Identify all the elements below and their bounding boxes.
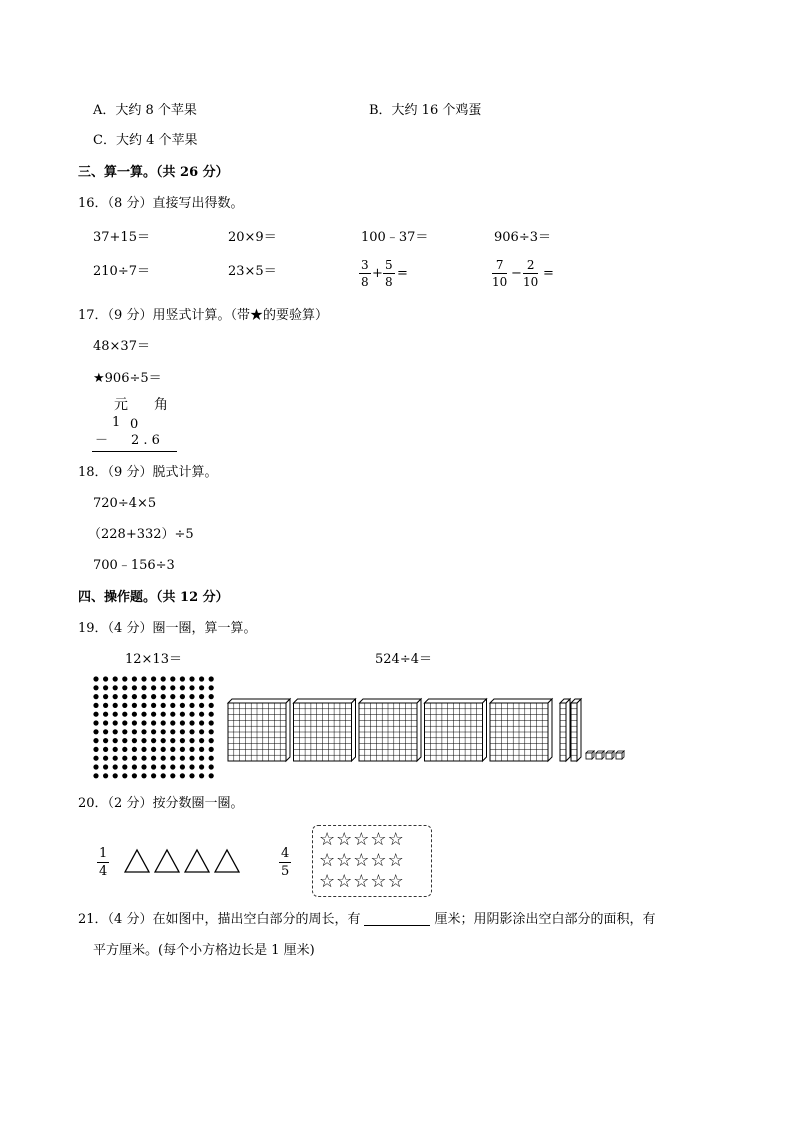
dot	[93, 747, 98, 752]
dot	[161, 747, 166, 752]
triangles-figure	[122, 847, 244, 875]
star-icon: ☆	[319, 829, 337, 850]
dot	[209, 729, 214, 734]
dot	[180, 694, 185, 699]
dot	[132, 764, 137, 769]
dot	[93, 738, 98, 743]
dot	[170, 712, 175, 717]
dot	[161, 694, 166, 699]
dot	[151, 764, 156, 769]
dot	[170, 703, 175, 708]
q20-title: 20．（2 分）按分数圈一圈。	[78, 796, 244, 811]
base-ten-blocks-figure	[226, 697, 636, 765]
dot	[103, 738, 108, 743]
section-4-title: 四、操作题。（共 12 分）	[78, 590, 229, 605]
dot	[113, 729, 118, 734]
dot	[209, 720, 214, 725]
dot	[122, 729, 127, 734]
star-group-box	[312, 825, 432, 897]
dot	[113, 703, 118, 708]
dot	[199, 685, 204, 690]
dot	[103, 712, 108, 717]
dot	[151, 720, 156, 725]
q17-problem: 48×37＝	[93, 339, 150, 354]
vertical-rule	[92, 451, 177, 452]
dot	[161, 685, 166, 690]
dot	[141, 676, 146, 681]
dot	[199, 729, 204, 734]
dot	[113, 685, 118, 690]
dot	[189, 773, 194, 778]
dot	[151, 747, 156, 752]
plus-sign: +	[372, 266, 383, 281]
dot	[103, 764, 108, 769]
fraction: $\frac{5}{8}$	[385, 258, 393, 289]
dot	[180, 773, 185, 778]
option-b: B．大约 16 个鸡蛋	[369, 103, 482, 118]
dot	[122, 694, 127, 699]
dot	[113, 738, 118, 743]
dot	[209, 694, 214, 699]
star-icon: ☆	[387, 871, 405, 892]
dot	[161, 764, 166, 769]
dot	[141, 729, 146, 734]
dot	[189, 764, 194, 769]
dot	[170, 729, 175, 734]
dot	[170, 676, 175, 681]
dot	[93, 685, 98, 690]
q21-line-2: 平方厘米。(每个小方格边长是 1 厘米)	[93, 943, 315, 958]
ten-rod	[571, 699, 581, 761]
dot	[122, 676, 127, 681]
dot	[189, 694, 194, 699]
q16-expr: 37+15＝	[93, 230, 150, 245]
dot	[93, 764, 98, 769]
q16-title: 16．（8 分）直接写出得数。	[78, 196, 244, 211]
dot	[189, 685, 194, 690]
dot	[93, 694, 98, 699]
dot	[189, 747, 194, 752]
dot	[132, 720, 137, 725]
dot	[113, 773, 118, 778]
option-c: C．大约 4 个苹果	[93, 133, 198, 148]
unit-cube	[616, 751, 624, 759]
dot	[170, 764, 175, 769]
dot	[161, 720, 166, 725]
vertical-digit: 1	[112, 415, 121, 430]
q16-expr: 210÷7＝	[93, 264, 150, 279]
dot	[170, 694, 175, 699]
triangle-shape	[215, 850, 239, 872]
dot	[93, 712, 98, 717]
dot	[141, 773, 146, 778]
dot	[209, 764, 214, 769]
dot	[199, 703, 204, 708]
dot	[141, 712, 146, 717]
dot	[132, 729, 137, 734]
dot	[132, 685, 137, 690]
unit-cube	[606, 751, 614, 759]
dot	[180, 764, 185, 769]
dot	[113, 676, 118, 681]
dot	[103, 703, 108, 708]
dot	[141, 694, 146, 699]
fraction: $\frac{7}{10}$	[492, 258, 508, 289]
dot	[141, 703, 146, 708]
dot	[199, 738, 204, 743]
dot	[132, 747, 137, 752]
fraction-four-fifths: $\frac{4}{5}$	[281, 846, 290, 879]
dot	[122, 764, 127, 769]
dot	[161, 738, 166, 743]
dot	[122, 685, 127, 690]
unit-cube	[586, 751, 594, 759]
hundred-block	[490, 699, 552, 761]
dot	[209, 756, 214, 761]
vertical-digit: 0	[130, 417, 139, 432]
dot	[189, 703, 194, 708]
dot	[161, 712, 166, 717]
dot	[161, 676, 166, 681]
dot	[170, 685, 175, 690]
dot	[180, 703, 185, 708]
dot	[209, 685, 214, 690]
dot	[132, 676, 137, 681]
q16-expr: 23×5＝	[228, 264, 277, 279]
dot	[93, 756, 98, 761]
star-icon: ☆	[336, 850, 354, 871]
dot	[113, 764, 118, 769]
dot	[180, 729, 185, 734]
dot	[151, 729, 156, 734]
dot	[151, 703, 156, 708]
dot	[141, 738, 146, 743]
dot	[209, 747, 214, 752]
minus-sign: −	[511, 266, 522, 281]
hundred-block	[228, 699, 290, 761]
hundred-block	[425, 699, 487, 761]
q16-expr: 906÷3＝	[494, 230, 551, 245]
dot	[93, 676, 98, 681]
dot	[189, 676, 194, 681]
dot	[113, 720, 118, 725]
dot	[180, 712, 185, 717]
dot	[122, 756, 127, 761]
q17-title: 17．（9 分）用竖式计算。（带★的要验算）	[78, 308, 328, 323]
dot	[170, 720, 175, 725]
dot	[122, 747, 127, 752]
dot	[103, 720, 108, 725]
dot	[151, 756, 156, 761]
star-icon: ☆	[336, 829, 354, 850]
dot	[122, 773, 127, 778]
minus-sign: －	[95, 433, 109, 448]
dot	[199, 694, 204, 699]
dot	[170, 773, 175, 778]
dot	[132, 703, 137, 708]
dot-array-figure	[92, 675, 218, 781]
dot	[180, 720, 185, 725]
dot	[113, 694, 118, 699]
q18-title: 18．（9 分）脱式计算。	[78, 465, 218, 480]
star-icon: ☆	[353, 871, 371, 892]
dot	[180, 747, 185, 752]
stars-grid	[319, 829, 405, 892]
triangle-shape	[125, 850, 149, 872]
star-icon: ☆	[353, 850, 371, 871]
dot	[199, 756, 204, 761]
dot	[161, 773, 166, 778]
dot	[93, 729, 98, 734]
dot	[141, 764, 146, 769]
fraction: $\frac{2}{10}$	[523, 258, 539, 289]
dot	[113, 756, 118, 761]
dot	[113, 712, 118, 717]
q18-expr: 700﹣156÷3	[93, 558, 175, 573]
q19-expr: 12×13＝	[125, 652, 182, 667]
dot	[189, 720, 194, 725]
dot	[189, 712, 194, 717]
unit-yuan: 元	[114, 397, 128, 413]
dot	[199, 676, 204, 681]
triangle-shape	[185, 850, 209, 872]
dot	[103, 694, 108, 699]
fraction-one-quarter: $\frac{1}{4}$	[99, 846, 108, 879]
hundred-block	[359, 699, 421, 761]
star-icon: ☆	[353, 829, 371, 850]
q16-expr: 100﹣37＝	[361, 230, 429, 245]
dot	[151, 773, 156, 778]
dot	[103, 676, 108, 681]
dot	[103, 729, 108, 734]
ten-rod	[560, 699, 570, 761]
star-icon: ☆	[319, 850, 337, 871]
triangle-shape	[155, 850, 179, 872]
q19-title: 19．（4 分）圈一圈，算一算。	[78, 621, 257, 636]
q21-text: 厘米；用阴影涂出空白部分的面积，有	[434, 912, 656, 927]
unit-jiao: 角	[154, 397, 168, 413]
star-row	[319, 871, 405, 892]
dot	[161, 729, 166, 734]
star-icon: ☆	[319, 871, 337, 892]
hundred-block	[294, 699, 356, 761]
dot	[161, 703, 166, 708]
dot	[199, 720, 204, 725]
dot	[161, 756, 166, 761]
dot	[189, 729, 194, 734]
dot	[132, 773, 137, 778]
dot	[151, 676, 156, 681]
dot	[199, 764, 204, 769]
dot	[103, 747, 108, 752]
star-icon: ☆	[370, 871, 388, 892]
vertical-subtrahend: 2 . 6	[131, 433, 160, 448]
dot	[132, 712, 137, 717]
equals-sign: =	[543, 266, 554, 281]
star-icon: ☆	[370, 829, 388, 850]
dot	[132, 694, 137, 699]
answer-blank[interactable]	[364, 913, 430, 926]
dot	[170, 738, 175, 743]
section-3-title: 三、算一算。（共 26 分）	[78, 165, 229, 180]
q21-text: 21．（4 分）在如图中，描出空白部分的周长，有	[78, 912, 361, 927]
dot	[141, 756, 146, 761]
dot	[151, 712, 156, 717]
dot	[189, 738, 194, 743]
dot	[93, 720, 98, 725]
dot	[141, 747, 146, 752]
star-icon: ☆	[387, 850, 405, 871]
dot	[209, 738, 214, 743]
dot	[199, 712, 204, 717]
dot	[209, 773, 214, 778]
dot	[199, 747, 204, 752]
dot	[93, 703, 98, 708]
dot	[122, 712, 127, 717]
dot	[180, 685, 185, 690]
dot	[209, 712, 214, 717]
dot	[122, 720, 127, 725]
dot	[132, 738, 137, 743]
q21-line-1	[78, 913, 655, 926]
dot	[141, 685, 146, 690]
unit-cube	[596, 751, 604, 759]
dot	[151, 738, 156, 743]
star-icon: ☆	[336, 871, 354, 892]
q19-expr: 524÷4＝	[375, 652, 432, 667]
star-row	[319, 850, 405, 871]
dot	[141, 720, 146, 725]
dot	[122, 703, 127, 708]
q17-problem: ★906÷5＝	[93, 371, 162, 386]
q16-expr: 20×9＝	[228, 230, 277, 245]
q18-expr: 720÷4×5	[93, 496, 157, 511]
dot	[103, 685, 108, 690]
dot	[122, 738, 127, 743]
dot	[189, 756, 194, 761]
dot	[180, 676, 185, 681]
dot	[209, 676, 214, 681]
dot	[151, 685, 156, 690]
dot	[93, 773, 98, 778]
dot	[180, 756, 185, 761]
dot	[132, 756, 137, 761]
dot	[103, 756, 108, 761]
dot	[180, 738, 185, 743]
dot	[170, 747, 175, 752]
dot	[170, 756, 175, 761]
dot	[209, 703, 214, 708]
star-icon: ☆	[387, 829, 405, 850]
dot	[199, 773, 204, 778]
equals-sign: =	[397, 266, 408, 281]
option-a: A．大约 8 个苹果	[93, 103, 197, 118]
dot	[151, 694, 156, 699]
dot	[113, 747, 118, 752]
fraction: $\frac{3}{8}$	[361, 258, 369, 289]
q18-expr: （228+332）÷5	[88, 527, 194, 542]
dot	[103, 773, 108, 778]
star-row	[319, 829, 405, 850]
star-icon: ☆	[370, 850, 388, 871]
